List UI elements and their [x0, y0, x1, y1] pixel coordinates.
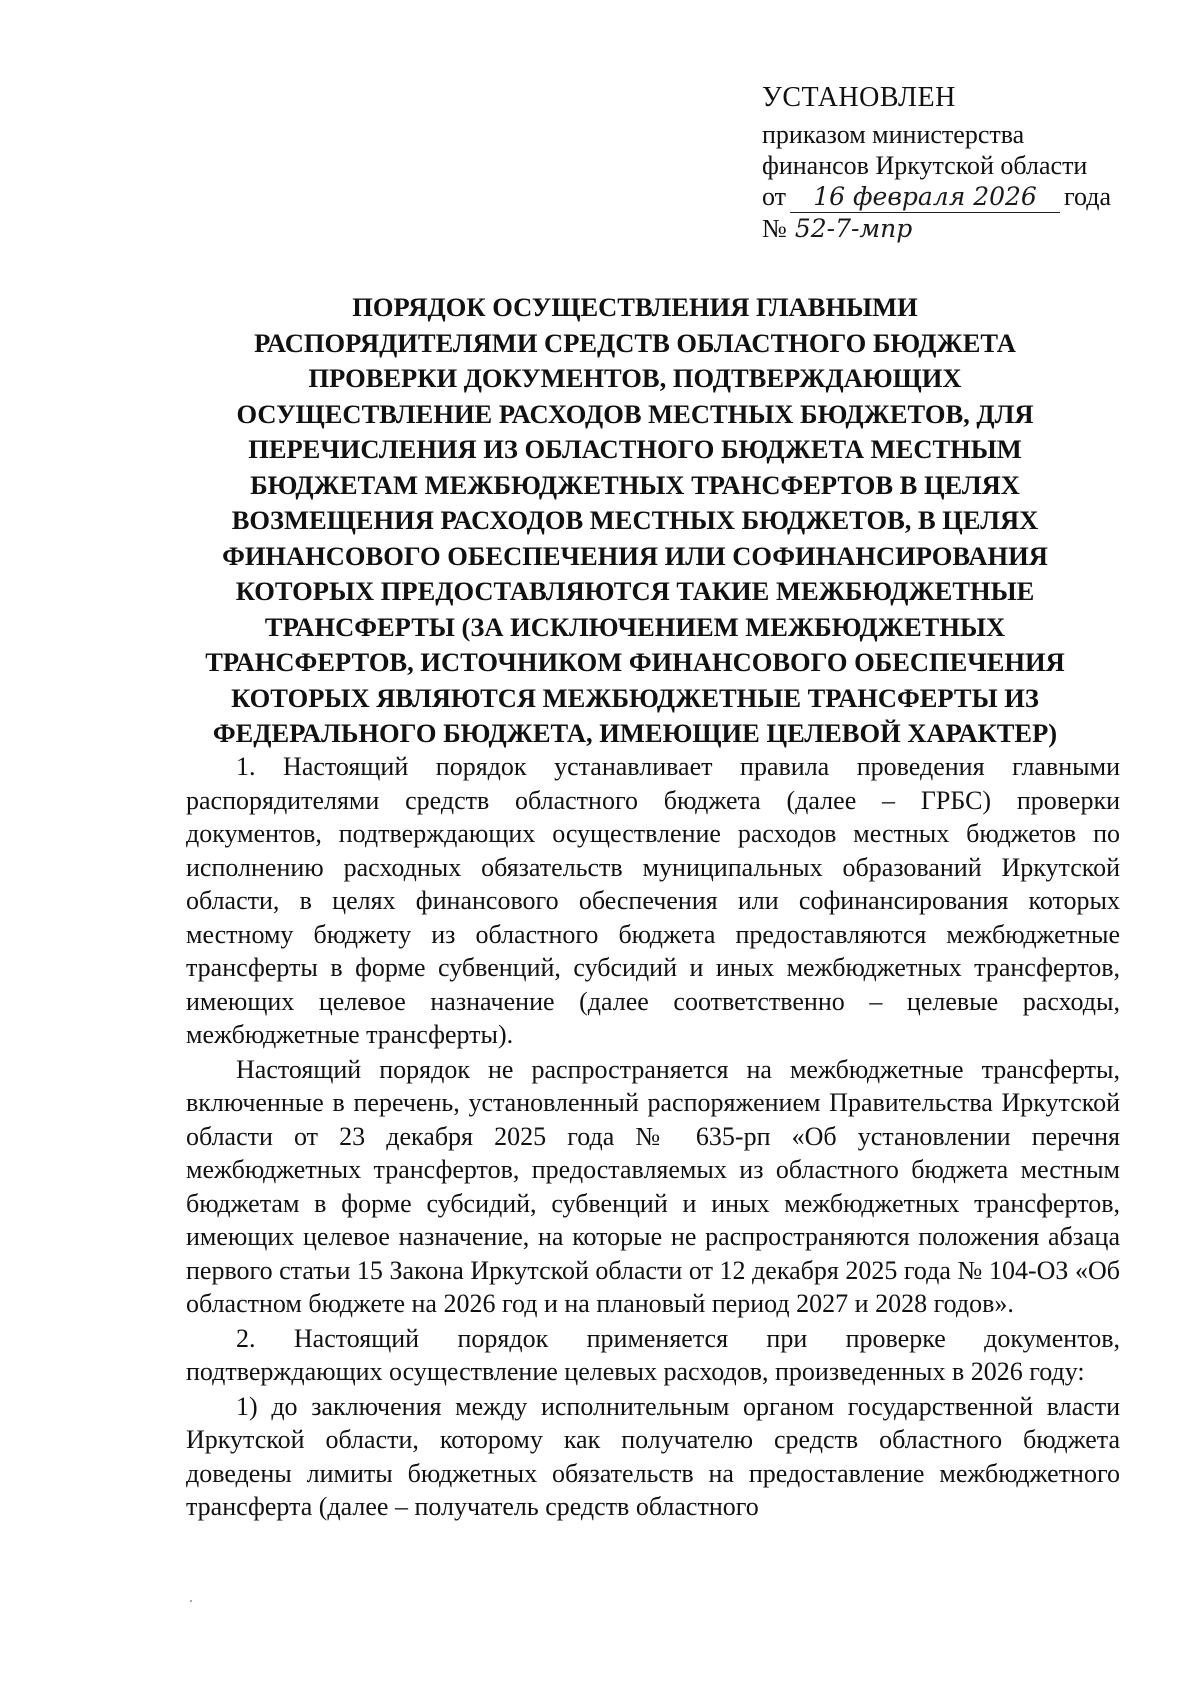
handwritten-date: 16 февраля 2026: [813, 182, 1037, 211]
paragraph-4: 1) до заключения между исполнительным органом государственной власти Иркутской области, которому как получателю средств областного бюджета доведены лимиты бюджетных обязательств на предоставление межбюджетного трансферта (далее – получатель средств областного: [186, 1391, 1120, 1521]
title-line: КОТОРЫХ ЯВЛЯЮТСЯ МЕЖБЮДЖЕТНЫЕ ТРАНСФЕРТЫ ИЗ: [231, 682, 1039, 713]
handwritten-number: 52-7-мпр: [794, 214, 913, 243]
document-title: [150, 290, 1120, 752]
title-line: ПЕРЕЧИСЛЕНИЯ ИЗ ОБЛАСТНОГО БЮДЖЕТА МЕСТНЫМ: [248, 434, 1022, 464]
title-line: РАСПОРЯДИТЕЛЯМИ СРЕДСТВ ОБЛАСТНОГО БЮДЖЕТА: [254, 327, 1016, 358]
date-prefix: от: [762, 182, 787, 211]
document-body: [186, 750, 1120, 1524]
paragraph-1: 1. Настоящий порядок устанавливает правила проведения главными распорядителями средств областного бюджета (далее – ГРБС) проверки документов, подтверждающих осуществление расходов местных бюджетов по исполнению расходных обязательств муниципальных образований Иркутской области, в целях финансового обеспечения или софинансирования которых местному бюджету из областного бюджета предоставляются межбюджетные трансферты в форме субвенций, субсидий и иных межбюджетных трансфертов, имеющих целевое назначение (далее соответственно – целевые расходы, межбюджетные трансферты).: [186, 752, 1120, 1049]
title-line: КОТОРЫХ ПРЕДОСТАВЛЯЮТСЯ ТАКИЕ МЕЖБЮДЖЕТНЫЕ: [235, 576, 1035, 606]
title-line: ОСУЩЕСТВЛЕНИЕ РАСХОДОВ МЕСТНЫХ БЮДЖЕТОВ, ДЛЯ: [236, 398, 1034, 429]
approval-block: [762, 82, 1162, 244]
approval-line-1: приказом министерства: [762, 120, 1025, 149]
date-suffix: года: [1064, 182, 1112, 211]
title-line: ТРАНСФЕРТЫ (ЗА ИСКЛЮЧЕНИЕМ МЕЖБЮДЖЕТНЫХ: [264, 611, 1006, 642]
approval-heading: УСТАНОВЛЕН: [762, 82, 956, 113]
approval-line-2: финансов Иркутской области: [762, 151, 1088, 180]
title-line: ПОРЯДОК ОСУЩЕСТВЛЕНИЯ ГЛАВНЫМИ: [352, 292, 918, 322]
paragraph-2: Настоящий порядок не распространяется на межбюджетные трансферты, включенные в перечень, установленный распоряжением Правительства Иркутской области от 23 декабря 2025 года № 635-рп «Об установлении перечня межбюджетных трансфертов, предоставляемых из областного бюджета местным бюджетам в форме субсидий, субвенций и иных межбюджетных трансфертов, имеющих целевое назначение, на которые не распространяются положения абзаца первого статьи 15 Закона Иркутской области от 12 декабря 2025 года № 104-ОЗ «Об областном бюджете на 2026 год и на плановый период 2027 и 2028 годов».: [186, 1054, 1120, 1318]
title-line: ПРОВЕРКИ ДОКУМЕНТОВ, ПОДТВЕРЖДАЮЩИХ: [308, 363, 962, 393]
approval-date-row: [762, 181, 1162, 213]
title-line: ТРАНСФЕРТОВ, ИСТОЧНИКОМ ФИНАНСОВОГО ОБЕСПЕЧЕНИЯ: [205, 647, 1065, 677]
number-prefix: №: [762, 214, 787, 243]
scan-speck: [190, 1600, 192, 1602]
paragraph-3: 2. Настоящий порядок применяется при проверке документов, подтверждающих осуществление целевых расходов, произведенных в 2026 году:: [186, 1323, 1120, 1386]
title-line: БЮДЖЕТАМ МЕЖБЮДЖЕТНЫХ ТРАНСФЕРТОВ В ЦЕЛЯХ: [250, 469, 1020, 500]
title-line: ФИНАНСОВОГО ОБЕСПЕЧЕНИЯ ИЛИ СОФИНАНСИРОВАНИЯ: [222, 540, 1048, 571]
title-line: ФЕДЕРАЛЬНОГО БЮДЖЕТА, ИМЕЮЩИЕ ЦЕЛЕВОЙ ХАРАКТЕР): [212, 718, 1058, 748]
approval-number-row: [762, 213, 1162, 244]
title-line: ВОЗМЕЩЕНИЯ РАСХОДОВ МЕСТНЫХ БЮДЖЕТОВ, В ЦЕЛЯХ: [231, 505, 1039, 535]
